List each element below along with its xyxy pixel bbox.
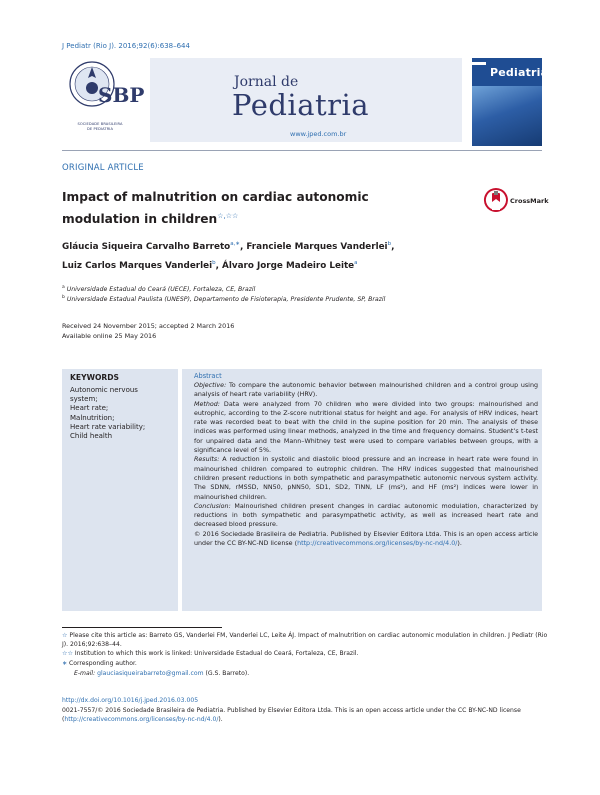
- footnote-email: [62, 670, 552, 679]
- title-line-1: Impact of malnutrition on cardiac autonomic: [62, 190, 369, 204]
- abstract-results: [194, 455, 538, 501]
- email-link[interactable]: glauciasiqueirabarreto@gmail.com: [97, 670, 204, 677]
- affiliation-b: [62, 295, 385, 303]
- received-date: Received 24 November 2015; accepted 2 March 2016: [62, 322, 235, 330]
- author-separator: ,: [391, 241, 395, 252]
- author-affiliation-mark[interactable]: b: [387, 241, 392, 247]
- abstract-copyright: [194, 530, 538, 549]
- objective-label: Objective:: [194, 382, 227, 389]
- author-name[interactable]: Luiz Carlos Marques Vanderlei: [62, 260, 213, 271]
- article-title: [62, 188, 422, 229]
- rights-statement: [62, 707, 548, 724]
- journal-url[interactable]: www.jped.com.br: [290, 130, 347, 138]
- keyword-item: Malnutrition;: [70, 413, 115, 422]
- copyright-text: © 2016 Sociedade Brasileira de Pediatria. Published by Elsevier Editora Ltda. This is an open access article under the CC BY-NC-ND license (: [194, 530, 538, 548]
- cover-image: [472, 86, 542, 146]
- conclusion-label: Conclusion:: [194, 502, 231, 510]
- abstract-method: [194, 400, 538, 456]
- author-affiliation-mark[interactable]: a,∗: [230, 241, 240, 247]
- footnote-text: Please cite this article as: Barreto GS, Vanderlei FM, Vanderlei LC, Leite ÁJ. Impact of malnutrition on cardiac autonomic modulation in children. J Pediatr (Rio J). 2016;92:638–44.: [62, 632, 548, 648]
- footnote-citation: [62, 632, 552, 649]
- journal-cover-thumbnail: [472, 58, 549, 146]
- article-dates: [62, 322, 234, 341]
- abstract-objective: [194, 381, 538, 400]
- author-affiliation-mark[interactable]: b: [212, 259, 216, 266]
- author-separator: ,: [215, 260, 223, 271]
- results-text: A reduction in systolic and diastolic blood pressure and an increase in heart rate were found in malnourished children compared to eutrophic children. The HRV indices suggested that malnourished children present reductions in both sympathetic and parasympathetic autonomic nervous system activity. The SDNN, rMSSD, NN50, pNN50, SD1, SD2, TINN, LF (ms²), and HF (ms²) indices were lower in malnourished children.: [194, 456, 538, 501]
- footnote-mark: ∗: [62, 660, 68, 667]
- keyword-item: Heart rate;: [70, 404, 109, 413]
- email-label: E-mail:: [74, 670, 96, 677]
- footnote-text: Institution to which this work is linked: Universidade Estadual do Ceará, Fortaleza, CE, Brazil.: [74, 650, 359, 657]
- copyright-end: ).: [457, 540, 462, 548]
- keyword-item: Autonomic nervous: [70, 386, 138, 394]
- affiliation-a: [62, 285, 255, 293]
- conclusion-text: Malnourished children present changes in cardiac autonomic modulation, characterized by reductions in both sympathetic and parasympathetic activity, as well as increased heart rate and decreased blood pressure.: [194, 502, 538, 529]
- keywords-list: [70, 386, 175, 441]
- method-label: Method:: [194, 400, 220, 408]
- doi-link[interactable]: http://dx.doi.org/10.1016/j.jped.2016.03.005: [62, 697, 199, 704]
- crossmark-badge[interactable]: [484, 188, 549, 214]
- footnote-mark: ☆: [62, 632, 68, 639]
- society-name-line2: DE PEDIATRIA: [86, 127, 114, 131]
- journal-citation: J Pediatr (Rio J). 2016;92(6):638–644: [62, 42, 190, 50]
- footnote-mark: ☆☆: [62, 650, 73, 657]
- society-abbr: SBP: [98, 83, 145, 107]
- crossmark-icon: [484, 188, 508, 214]
- footnote-institution: [62, 650, 552, 659]
- sbp-emblem-icon: [62, 58, 145, 122]
- affiliation-mark: b: [62, 295, 65, 300]
- journal-name: Pediatria: [232, 88, 370, 122]
- affiliation-text: Universidade Estadual Paulista (UNESP), Departamento de Fisioterapia, Presidente Prudente, SP, Brazil: [66, 296, 386, 304]
- title-footnote-marks[interactable]: ☆,☆☆: [217, 212, 239, 220]
- keyword-item: Heart rate variability;: [70, 422, 146, 431]
- society-name-line1: SOCIEDADE BRASILEIRA: [77, 122, 123, 126]
- keyword-item: system;: [70, 395, 98, 404]
- author-affiliation-mark[interactable]: a: [354, 259, 358, 266]
- crossmark-label: CrossMark: [510, 197, 549, 205]
- author-name[interactable]: Gláucia Siqueira Carvalho Barreto: [62, 241, 231, 252]
- method-text: Data were analyzed from 70 children who were divided into two groups: malnourished and eutrophic, according to the Z-score nutritional status for height and age. For analysis of HRV indices, heart rate was recorded beat to beat with the child in the supine position for 20 min. The analysis of these indices was performed using linear methods, analyzed in the time and frequency domains. Student’s t-test for unpaired data and the Mann–Whitney test were used to compare variables between groups, with a significance level of 5%.: [194, 400, 538, 455]
- cover-title: Pediatria: [490, 66, 549, 79]
- author-name[interactable]: Álvaro Jorge Madeiro Leite: [222, 260, 355, 271]
- author-separator: ,: [239, 241, 247, 252]
- author-list: [62, 236, 532, 274]
- author-name[interactable]: Franciele Marques Vanderlei: [246, 241, 388, 252]
- online-date: Available online 25 May 2016: [62, 331, 157, 340]
- rights-license-link[interactable]: http://creativecommons.org/licenses/by-nc-nd/4.0/: [64, 715, 219, 723]
- header-divider: [62, 150, 542, 151]
- affiliation-mark: a: [62, 285, 65, 290]
- affiliation-text: Universidade Estadual do Ceará (UECE), Fortaleza, CE, Brazil: [66, 286, 256, 294]
- results-label: Results:: [194, 456, 220, 464]
- footnote-divider: [62, 627, 222, 628]
- footnote-text: Corresponding author.: [69, 660, 137, 667]
- article-section: ORIGINAL ARTICLE: [62, 163, 144, 173]
- journal-prefix: Jornal de: [234, 74, 299, 90]
- keywords-heading: KEYWORDS: [70, 373, 120, 382]
- license-link[interactable]: http://creativecommons.org/licenses/by-nc-nd/4.0/: [297, 540, 458, 548]
- society-logo: [62, 58, 145, 138]
- abstract-heading: Abstract: [194, 372, 222, 380]
- footnote-corresponding: [62, 660, 552, 669]
- title-line-2: modulation in children: [62, 212, 218, 227]
- cover-strip: [472, 62, 486, 65]
- abstract-conclusion: [194, 502, 538, 530]
- rights-end: ).: [218, 715, 223, 723]
- objective-text: To compare the autonomic behavior between malnourished children and a control group using analysis of heart rate variability (HRV).: [194, 382, 538, 399]
- abstract-body: [194, 381, 538, 548]
- keyword-item: Child health: [70, 432, 113, 441]
- email-owner: (G.S. Barreto).: [203, 670, 250, 677]
- rights-text: 0021-7557/© 2016 Sociedade Brasileira de Pediatria. Published by Elsevier Editora Ltda. This is an open access article under the CC BY-NC-ND license (: [62, 707, 521, 723]
